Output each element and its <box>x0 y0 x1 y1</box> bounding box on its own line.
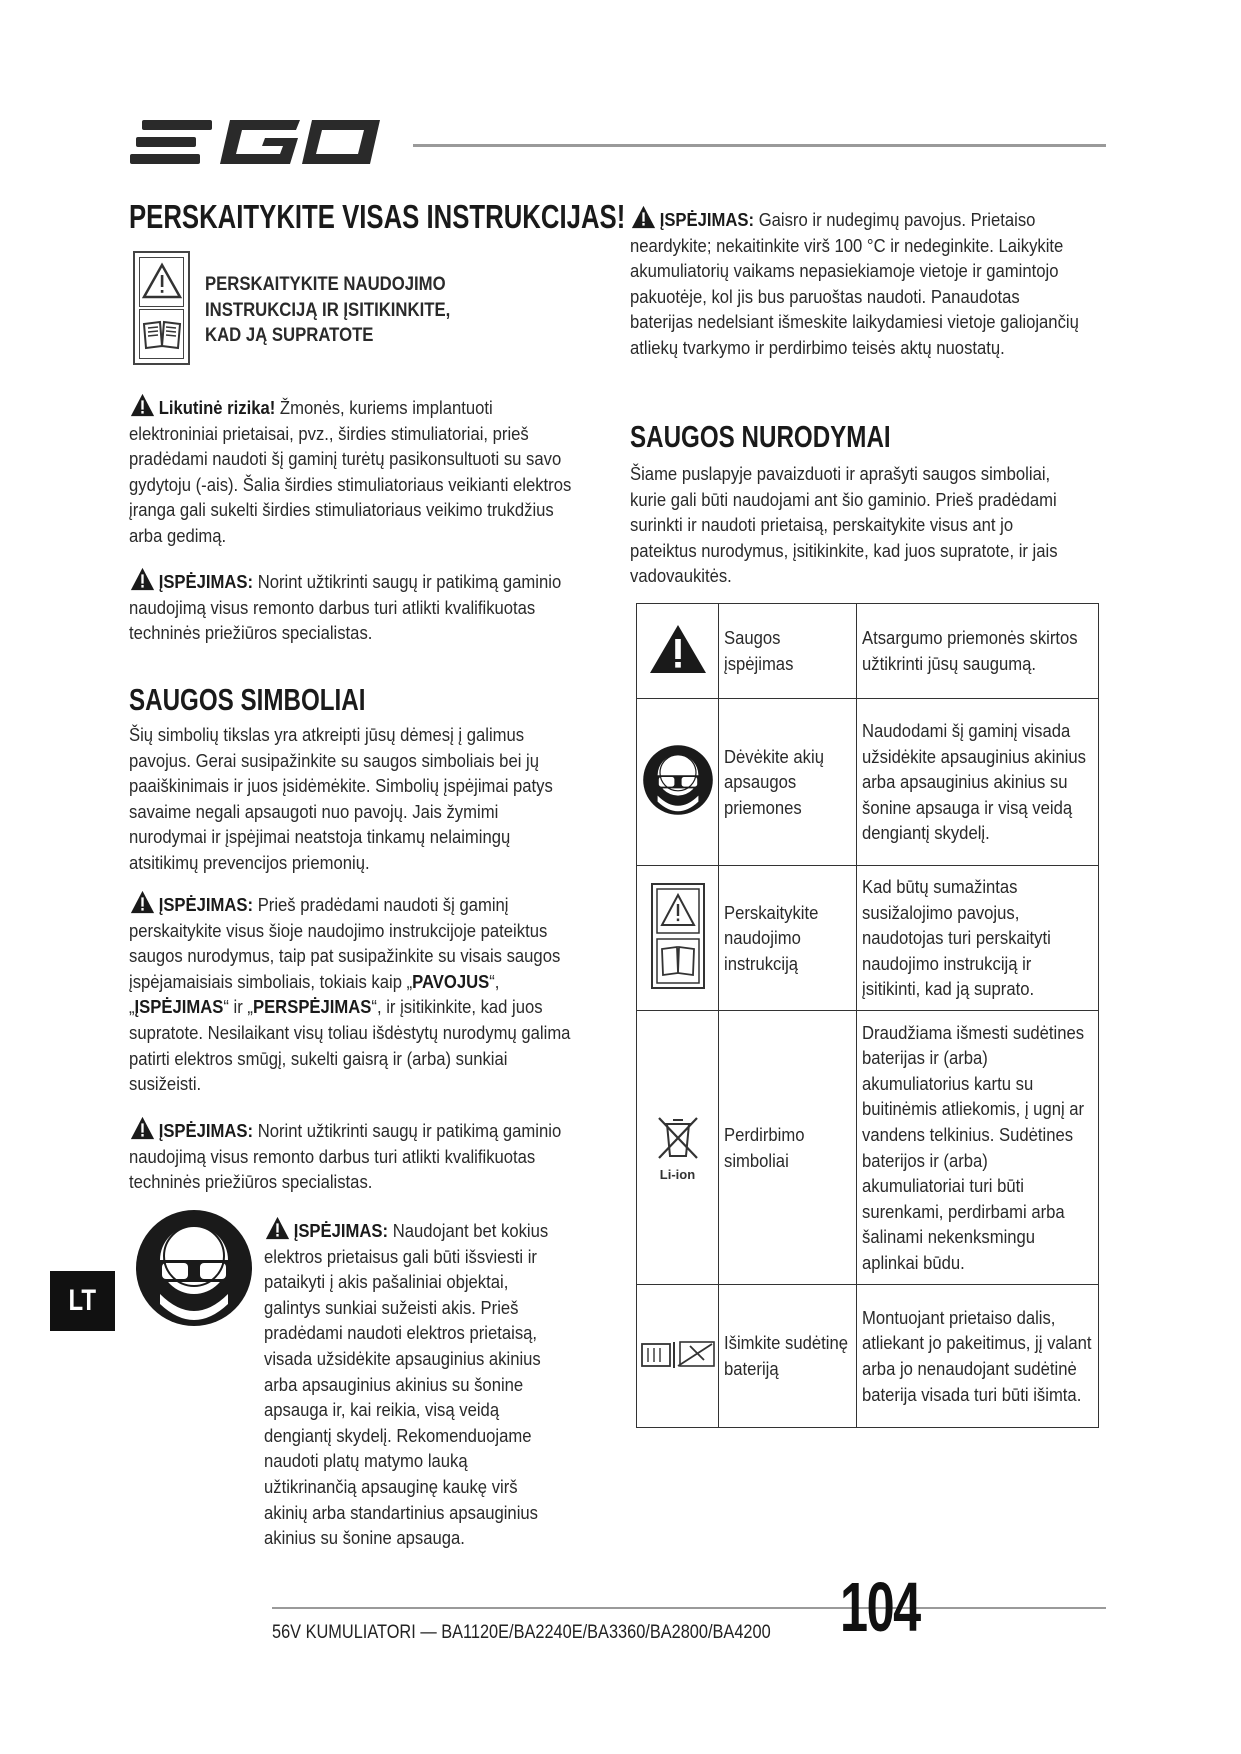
warning-paragraph-4: ĮSPĖJIMAS: Naudojant bet kokius elektros prietaisus gali būti išsviesti ir pataikyti į akis pašaliniai objektai, galintys sunkiai sužeisti akis. Prieš pradėdami naudoti elektros prietaisą, visada užsidėkite apsauginius akinius arba apsauginius akinius su šonine apsauga ir, kai reikia, visą veidą dengiantį skydelį. Rekomenduojame naudoti platų matymo lauką užtikrinančią apsauginę kaukę virš akinių arba standartinius apsauginius akinius su šonine apsauga. <box>264 1216 563 1551</box>
fire-warning-paragraph: ĮSPĖJIMAS: Gaisro ir nudegimų pavojus. Prietaiso neardykite; nekaitinkite virš 100 °C ir nedeginkite. Laikykite akumuliatorių vaikams nepasiekiamoje vietoje ir gamintojo pakuotėje, kol jis bus paruoštas naudoti. Panaudotas baterijas nedelsiant išmeskite laikydamiesi vietoje galiojančių atliekų tvarkymo ir perdirbimo teisės aktų nuostatų. <box>630 205 1080 361</box>
warning-triangle-icon <box>129 890 156 914</box>
table-symbol-name: Perskaitykite naudojimo instrukciją <box>724 901 819 974</box>
footer-model-text: 56V KUMULIATORI — BA1120E/BA2240E/BA3360/BA2800/BA4200 <box>272 1622 771 1643</box>
warning-triangle-icon <box>648 623 708 675</box>
table-icon-cell <box>637 866 719 1011</box>
read-notice: PERSKAITYKITE NAUDOJIMO INSTRUKCIJĄ IR ĮSITIKINKITE, KAD JĄ SUPRATOTE <box>205 274 451 346</box>
safety-instructions-heading: SAUGOS NURODYMAI <box>630 419 891 454</box>
table-symbol-desc: Kad būtų sumažintas susižalojimo pavojus, naudotojas turi perskaityti naudojimo instrukciją ir įsitikinti, kad ją suprato. <box>862 876 1051 1000</box>
recycling-bin-icon <box>653 1114 703 1160</box>
residual-risk-paragraph: Likutinė rizika! Žmonės, kuriems implantuoti elektroniniai prietaisai, pvz., širdies stimuliatoriai, prieš pradėdami naudoti šį gaminį turėtų pasikonsultuoti su savo gydytoju (-ais). Šalia širdies stimuliatoriaus veikianti elektros įranga gali sukelti širdies stimuliatoriaus veikimo trukdžius arba gedimą. <box>129 393 572 549</box>
warning-paragraph-3: ĮSPĖJIMAS: Norint užtikrinti saugų ir patikimą gaminio naudojimą visus remonto darbus turi atlikti kvalifikuotas techninės priežiūros specialistas. <box>129 1116 572 1195</box>
warning-triangle-icon <box>129 567 156 591</box>
warning-triangle-icon <box>129 1116 156 1140</box>
table-symbol-name: Dėvėkite akių apsaugos priemones <box>724 745 824 818</box>
table-row <box>637 866 1099 1011</box>
language-tab: LT <box>50 1271 115 1331</box>
footer-rule <box>272 1607 1106 1609</box>
eye-protection-icon <box>642 744 714 816</box>
safety-symbols-heading: SAUGOS SIMBOLIAI <box>129 682 366 717</box>
symbols-paragraph: Šių simbolių tikslas yra atkreipti jūsų dėmesį į galimus pavojus. Gerai susipažinkite su saugos simboliais bei jų paaiškinimais ir juos įsidėmėkite. Simbolių įspėjimai patys savaime negali apsaugoti nuo pavojų. Jais žymimi nurodymai ir įspėjimai neatstoja tinkamų nelaimingų atsitikimų prevencijos priemonių. <box>129 724 553 873</box>
warning-triangle-icon <box>129 393 156 417</box>
table-row <box>637 604 1099 699</box>
warning-triangle-icon <box>630 205 657 229</box>
warning-paragraph-1: ĮSPĖJIMAS: Norint užtikrinti saugų ir patikimą gaminio naudojimą visus remonto darbus turi atlikti kvalifikuotas techninės priežiūros specialistas. <box>129 567 572 646</box>
table-row <box>637 1011 1099 1285</box>
page-number: 104 <box>840 1568 920 1646</box>
page-title: PERSKAITYKITE VISAS INSTRUKCIJAS! <box>129 198 626 235</box>
safety-symbols-table <box>636 603 1099 1428</box>
read-manual-icon <box>133 251 190 365</box>
warning-triangle-icon <box>264 1216 291 1240</box>
li-ion-label: Li-ion <box>659 1166 696 1182</box>
table-symbol-desc: Atsargumo priemonės skirtos užtikrinti jūsų saugumą. <box>862 627 1078 674</box>
table-symbol-desc: Draudžiama išmesti sudėtines baterijas ir (arba) akumuliatorius kartu su buitinėmis atliekomis, į ugnį ar vandens telkinius. Sudėtines baterijos ir (arba) akumuliatoriai turi būti surenkami, perdirbami arba šalinami nekenksmingu aplinkai būdu. <box>862 1021 1085 1273</box>
remove-battery-icon <box>640 1338 716 1370</box>
table-icon-cell <box>637 699 719 866</box>
table-symbol-desc: Montuojant prietaiso dalis, atliekant jo pakeitimus, jį valant arba jo nenaudojant sudėtinė baterija visada turi būti išimta. <box>862 1306 1092 1405</box>
brand-logo <box>130 112 385 172</box>
header-rule <box>413 144 1106 147</box>
instructions-paragraph: Šiame puslapyje pavaizduoti ir aprašyti saugos simboliai, kurie gali būti naudojami ant šio gaminio. Prieš pradėdami surinkti ir naudoti prietaisą, perskaitykite visus ant jo pateiktus nurodymus, įsitikinkite, kad juos supratote, ir jais vadovaukitės. <box>630 463 1058 587</box>
read-manual-icon <box>648 881 708 991</box>
eye-protection-icon <box>134 1208 254 1328</box>
table-icon-cell <box>637 1011 719 1285</box>
table-symbol-desc: Naudodami šį gaminį visada užsidėkite apsauginius akinius arba apsauginius akinius su šonine apsauga ir visą veidą dengiantį skydelį. <box>862 720 1086 844</box>
table-symbol-name: Perdirbimo simboliai <box>724 1123 805 1171</box>
table-icon-cell <box>637 604 719 699</box>
table-symbol-name: Saugos įspėjimas <box>724 627 794 674</box>
table-row <box>637 699 1099 866</box>
table-icon-cell <box>637 1285 719 1428</box>
table-row <box>637 1285 1099 1428</box>
table-symbol-name: Išimkite sudėtinę bateriją <box>724 1332 849 1379</box>
warning-paragraph-2: ĮSPĖJIMAS: Prieš pradėdami naudoti šį gaminį perskaitykite visus šioje naudojimo instrukcijoje pateiktus saugos nurodymus, taip pat susipažinkite su visais saugos įspėjamaisiais simboliais, tokiais kaip „PAVOJUS“, „ĮSPĖJIMAS“ ir „PERSPĖJIMAS“, ir įsitikinkite, kad juos supratote. Nesilaikant visų toliau išdėstytų nurodymų galima patirti elektros smūgį, sukelti gaisrą ir (arba) sunkiai susižeisti. <box>129 890 572 1097</box>
